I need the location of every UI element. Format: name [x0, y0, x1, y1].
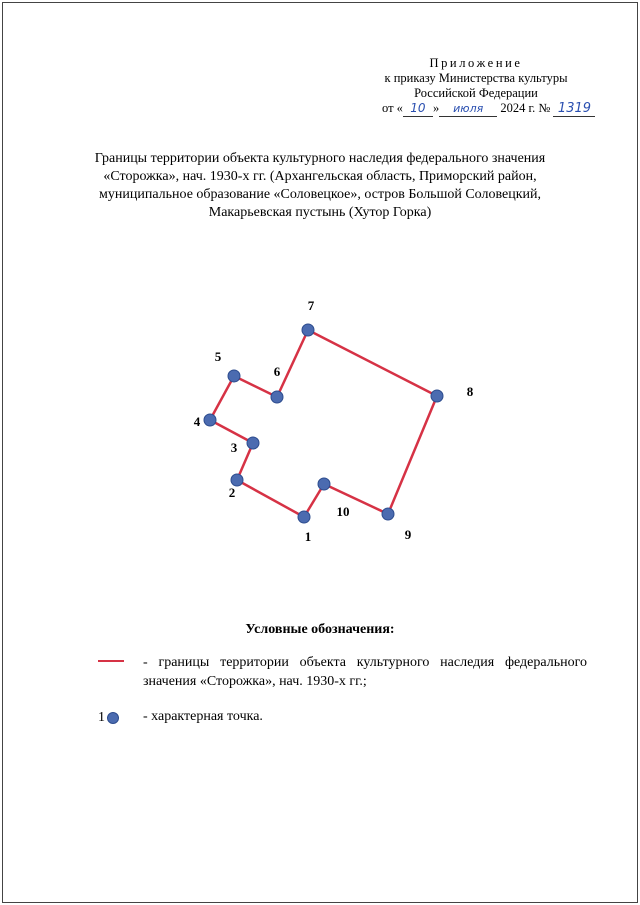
- handwritten-month: июля: [439, 101, 497, 117]
- legend-boundary-line: [98, 660, 124, 662]
- boundary-point-4: [204, 414, 216, 426]
- quote-close: »: [432, 101, 440, 115]
- boundary-point-label-7: 7: [307, 298, 315, 313]
- boundary-point-7: [302, 324, 314, 336]
- boundary-point-9: [382, 508, 394, 520]
- legend-title: Условные обозначения:: [245, 622, 395, 637]
- boundary-point-label-5: 5: [214, 349, 222, 364]
- boundary-point-label-1: 1: [304, 529, 312, 544]
- year-part: 2024 г. №: [497, 101, 554, 115]
- appendix-authority-line: Российской Федерации: [414, 86, 538, 100]
- document-title: Границы территории объекта культурного наследия федерального значения «Сторожка», нач. 1930-х гг. (Архангельская область, Приморский район, муниципальное образование «Соловецкое», остров Большой Соловецкий, Макарьевская пустынь (Хутор Горка): [94, 151, 546, 220]
- boundary-point-label-6: 6: [273, 364, 281, 379]
- boundary-point-label-3: 3: [230, 440, 238, 455]
- boundary-point-8: [431, 390, 443, 402]
- boundary-point-label-8: 8: [466, 384, 474, 399]
- handwritten-order-number: 1319: [553, 101, 595, 117]
- boundary-point-3: [247, 437, 259, 449]
- legend-point-icon: [107, 712, 119, 724]
- date-prefix: от «: [382, 101, 403, 115]
- boundary-point-1: [298, 511, 310, 523]
- appendix-order-line: к приказу Министерства культуры: [384, 71, 568, 85]
- legend-boundary-text: - границы территории объекта культурного наследия федерального значения «Сторожка», нач. 1930-х гг.;: [143, 655, 587, 689]
- boundary-point-10: [318, 478, 330, 490]
- handwritten-day: 10: [403, 101, 433, 117]
- legend-point-text: - характерная точка.: [143, 709, 263, 724]
- boundary-point-6: [271, 391, 283, 403]
- boundary-point-5: [228, 370, 240, 382]
- appendix-title: Приложение: [429, 56, 523, 70]
- boundary-point-label-9: 9: [404, 527, 412, 542]
- boundary-point-label-10: 10: [336, 504, 350, 519]
- boundary-point-label-2: 2: [228, 485, 236, 500]
- legend-point-number: 1: [98, 710, 105, 725]
- boundary-point-label-4: 4: [193, 414, 201, 429]
